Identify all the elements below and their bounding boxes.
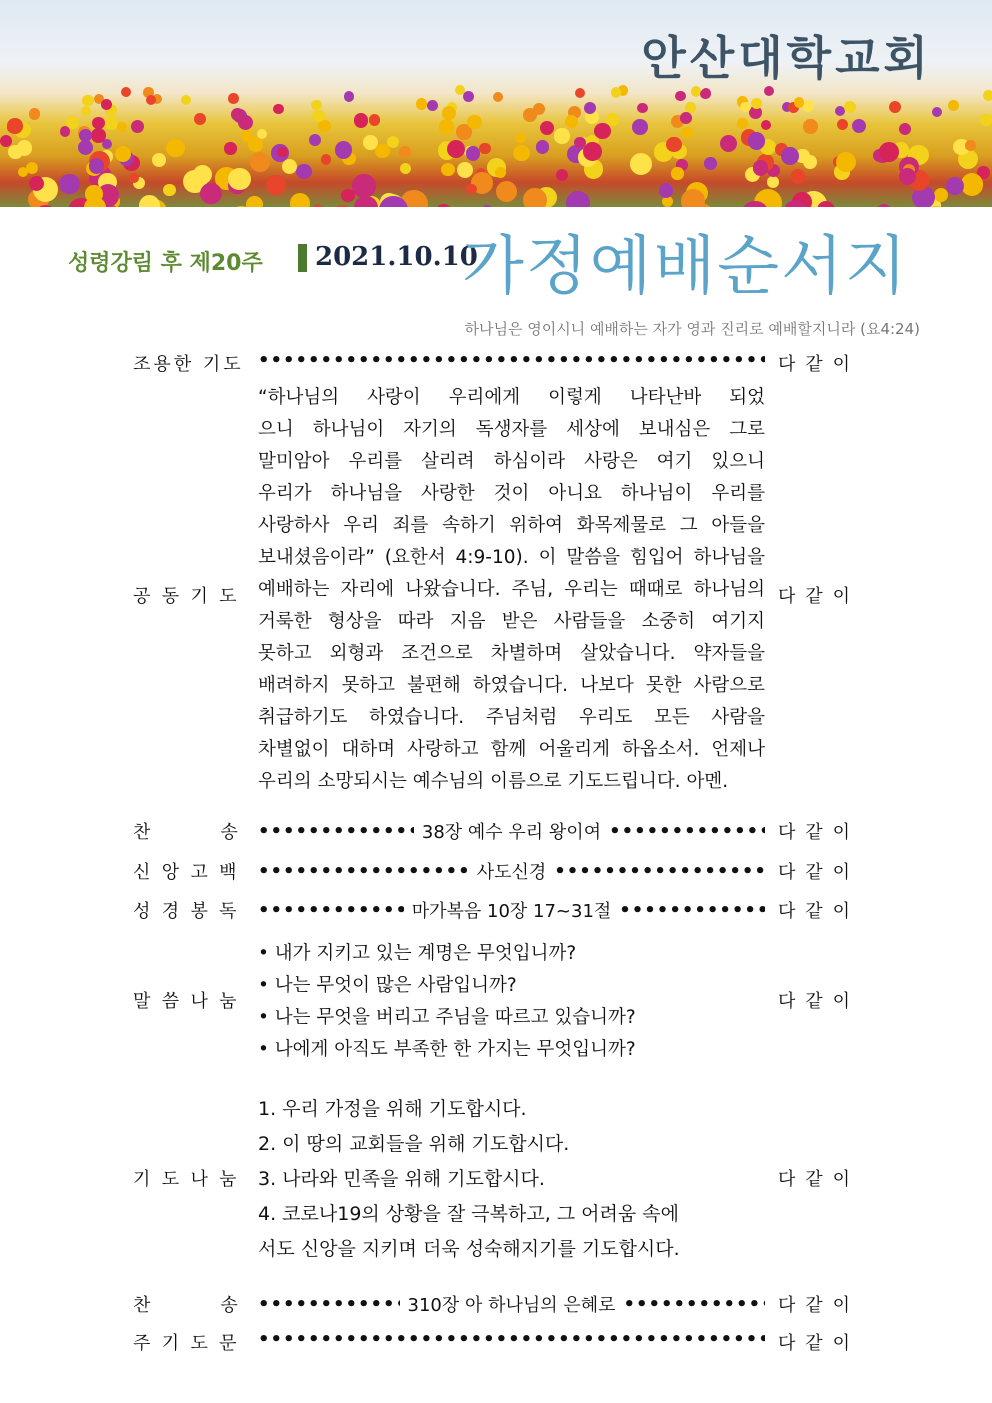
flower-decoration [246,196,263,207]
season-label: 성령강림 후 제20주 [68,251,263,276]
flower-decoration [228,168,251,191]
flower-decoration [704,157,716,169]
flower-decoration [441,163,454,176]
flower-decoration [934,188,948,202]
prayer-topic: 서도 신앙을 지키며 더욱 성숙해지기를 기도합시다. [258,1238,680,1260]
flower-decoration [983,90,992,101]
flower-decoration [761,120,771,130]
flower-decoration [241,130,253,142]
flower-decoration [131,120,145,134]
flower-decoration [675,91,685,101]
flower-decoration [611,87,621,97]
flower-decoration [889,101,901,113]
order-label: 찬송 [133,1295,308,1316]
flower-decoration [781,147,799,165]
flower-decoration [344,91,354,101]
flower-decoration [495,167,506,178]
dotted-leader [258,1329,765,1350]
prayer-line: 못하고 외형과 조건으로 차별하며 살았습니다. 약자들을 [258,643,765,664]
flower-decoration [682,127,693,138]
flower-decoration [435,204,452,207]
prayer-line: 예배하는 자리에 나왔습니다. 주님, 우리는 때때로 하나님의 [258,579,765,600]
flower-decoration [447,140,465,158]
flower-decoration [193,165,212,184]
prayer-line: 우리가 하나님을 사랑한 것이 아니요 하나님이 우리를 [258,483,765,504]
flower-decoration [899,123,912,136]
flower-decoration [117,122,128,133]
flower-decoration [556,169,568,181]
prayer-line: 사랑하사 우리 죄를 속하기 위하여 화목제물로 그 아들을 [258,515,765,536]
flower-decoration [101,99,112,110]
flower-decoration [335,141,352,158]
flower-decoration [387,136,399,148]
flower-decoration [250,152,270,172]
leader-dots [258,900,404,921]
flower-decoration [844,101,856,113]
order-content: 38장 예수 우리 왕이여 [421,822,602,843]
flower-decoration [513,145,530,162]
order-label: 성경봉독 [133,901,248,922]
flower-decoration [803,155,817,169]
flower-decoration [296,164,311,179]
flower-decoration [81,106,91,116]
leader-dots [258,1329,765,1350]
prayer-line: 으니 하나님이 자기의 독생자를 세상에 보내심은 그로 [258,419,765,440]
flower-decoration [442,106,456,120]
leader-dots [619,900,765,921]
prayer-line: “하나님의 사랑이 우리에게 이렇게 나타난바 되었 [258,387,765,408]
dotted-leader [258,818,765,844]
flower-decoration [767,176,779,188]
prayer-line: 보내셨음이라” (요한서 4:9-10). 이 말씀을 힘입어 하나님을 [258,547,765,568]
flower-decoration [60,126,70,136]
flower-decoration [18,167,28,177]
header-verse: 하나님은 영이시니 예배하는 자가 영과 진리로 예배할지니라 (요4:24) [464,320,920,338]
question-item: • 나는 무엇을 버리고 주님을 따르고 있습니까? [258,1007,636,1028]
flower-decoration [466,184,476,194]
flower-decoration [803,119,818,134]
prayer-line: 배려하지 못하고 불편해 하였습니다. 나보다 못한 사람으로 [258,675,765,696]
flower-decoration [481,205,493,207]
flower-decoration [554,128,569,143]
flower-decoration [493,92,503,102]
flower-decoration [753,160,768,175]
order-content: 마가복음 10장 17~31절 [411,901,612,922]
order-label: 주기도문 [133,1333,248,1354]
page-title: 가정예배순서지 [462,230,909,304]
flower-decoration [852,119,867,134]
flower-decoration [515,133,526,144]
church-name: 안산대학교회 [641,31,932,85]
flower-decoration [659,183,674,198]
prayer-topics [258,1092,765,1267]
prayer-line: 차별없이 대하며 사랑하고 함께 어울리게 하옵소서. 언제나 [258,739,765,760]
flower-decoration [163,184,175,196]
flower-decoration [584,102,596,114]
flower-decoration [965,140,976,151]
order-content: 310장 아 하나님의 은혜로 [407,1295,616,1316]
order-label: 찬송 [133,822,308,843]
flower-decoration [467,115,482,130]
dotted-leader [258,858,765,884]
flower-decoration [637,103,648,114]
question-item: • 나는 무엇이 많은 사람입니까? [258,975,517,996]
flower-decoration [139,195,161,207]
flower-decoration [837,119,848,130]
flower-decoration [400,163,411,174]
flower-decoration [463,91,473,101]
dotted-leader [258,1291,765,1317]
prayer-line: 우리의 소망되시는 예수님의 이름으로 기도드립니다. 아멘. [258,771,729,792]
divider-bar [298,244,307,272]
flower-decoration [266,175,286,195]
leader-dots [554,861,765,882]
flower-decoration [427,100,438,111]
flower-decoration [479,143,491,155]
flower-decoration [82,95,93,106]
order-content: 사도신경 [476,862,547,883]
flower-decoration [341,189,354,202]
flower-decoration [146,95,156,105]
prayer-line: 거룩한 형상을 따라 지음 받은 사람들을 소중히 여기지 [258,611,765,632]
flower-decoration [152,153,166,167]
flower-decoration [666,137,681,152]
flower-decoration [354,113,369,128]
flower-decoration [671,167,683,179]
participant: 다 같 이 [778,991,850,1012]
leader-dots [258,821,414,842]
leader-dots [609,821,765,842]
flower-decoration [7,118,23,134]
flower-decoration [369,114,380,125]
flower-decoration [876,204,892,207]
flower-decoration [290,193,311,207]
flower-decoration [104,116,118,130]
participant: 다 같 이 [778,1169,850,1190]
flower-decoration [78,140,93,155]
flower-decoration [228,93,239,104]
flower-decoration [309,134,321,146]
participant: 다 같 이 [778,901,850,922]
flower-decoration [121,87,131,97]
order-label: 신앙고백 [133,862,248,883]
flower-decoration [932,107,942,117]
flower-decoration [313,204,323,207]
flower-decoration [224,142,236,154]
prayer-topic: 3. 나라와 민족을 위해 기도합시다. [258,1168,545,1190]
flower-decoration [273,104,284,115]
flower-decoration [565,115,578,128]
leader-dots [624,1294,765,1315]
date: 2021.10.10 [315,242,478,272]
flower-decoration [200,183,222,205]
flower-decoration [948,100,959,111]
flower-decoration [575,88,585,98]
order-label: 기도나눔 [133,1169,248,1190]
flower-decoration [536,140,550,154]
flower-decoration [583,142,602,161]
prayer-topic: 1. 우리 가정을 위해 기도합시다. [258,1098,527,1120]
flower-decoration [354,196,377,207]
participant: 다 같 이 [778,1295,850,1316]
flower-decoration [311,100,321,110]
flower-decoration [231,108,244,121]
prayer-line: 취급하기도 하였습니다. 주님처럼 우리도 모든 사람을 [258,707,765,728]
participant: 다 같 이 [778,586,850,607]
flower-decoration [29,108,40,119]
flower-decoration [737,118,748,129]
question-item: • 나에게 아직도 부족한 한 가지는 무엇입니까? [258,1039,636,1060]
flower-decoration [496,181,517,202]
flower-decoration [566,191,590,207]
flower-decoration [836,152,856,172]
order-label: 조용한 기도 [133,354,244,375]
flower-decoration [980,114,992,127]
flower-decoration [791,169,805,183]
participant: 다 같 이 [778,354,850,375]
flower-decoration [8,145,22,159]
flower-decoration [794,97,804,107]
flower-decoration [91,128,106,143]
flower-decoration [194,113,206,125]
flower-decoration [457,162,473,178]
flower-decoration [439,119,455,135]
flower-decoration [720,135,738,153]
flower-decoration [352,174,376,198]
flower-decoration [416,98,427,109]
flower-decoration [740,102,750,112]
flower-decoration [630,153,652,175]
flower-decoration [751,98,762,109]
flower-decoration [680,112,692,124]
prayer-topic: 4. 코로나19의 상황을 잘 극복하고, 그 어려움 속에 [258,1203,679,1225]
participant: 다 같 이 [778,1333,850,1354]
prayer-topic: 2. 이 땅의 교회들을 위해 기도합시다. [258,1133,570,1155]
discussion-questions [258,938,636,1066]
common-prayer [258,382,765,798]
question-item: • 내가 지키고 있는 계명은 무엇입니까? [258,943,577,964]
flower-decoration [681,189,705,207]
flower-decoration [632,119,648,135]
flower-decoration [523,188,547,207]
dotted-leader [258,897,765,923]
flower-decoration [331,205,354,207]
flower-decoration [312,110,324,122]
flower-decoration [282,159,297,174]
flower-decoration [89,158,105,174]
flower-decoration [399,146,412,159]
leader-dots [258,861,469,882]
flower-decoration [321,154,331,164]
leader-dots [258,1294,400,1315]
flower-decoration [29,176,44,191]
order-label: 공동기도 [133,586,248,607]
leader-dots [258,350,765,371]
flower-decoration [181,95,191,105]
flower-decoration [26,162,38,174]
flower-decoration [277,147,288,158]
flower-decoration [166,139,185,158]
flower-decoration [540,121,554,135]
order-label: 말씀나눔 [133,991,248,1012]
flower-decoration [533,103,545,115]
participant: 다 같 이 [778,862,850,883]
flower-decoration [115,146,131,162]
dotted-leader [258,350,765,371]
flower-decoration [59,174,80,195]
prayer-line: 말미암아 우리를 살리려 하심이라 사랑은 여기 있으니 [258,451,765,472]
participant: 다 같 이 [778,822,850,843]
flower-decoration [946,177,964,195]
flower-banner [0,0,992,207]
flower-decoration [594,123,610,139]
flower-decoration [879,142,899,162]
